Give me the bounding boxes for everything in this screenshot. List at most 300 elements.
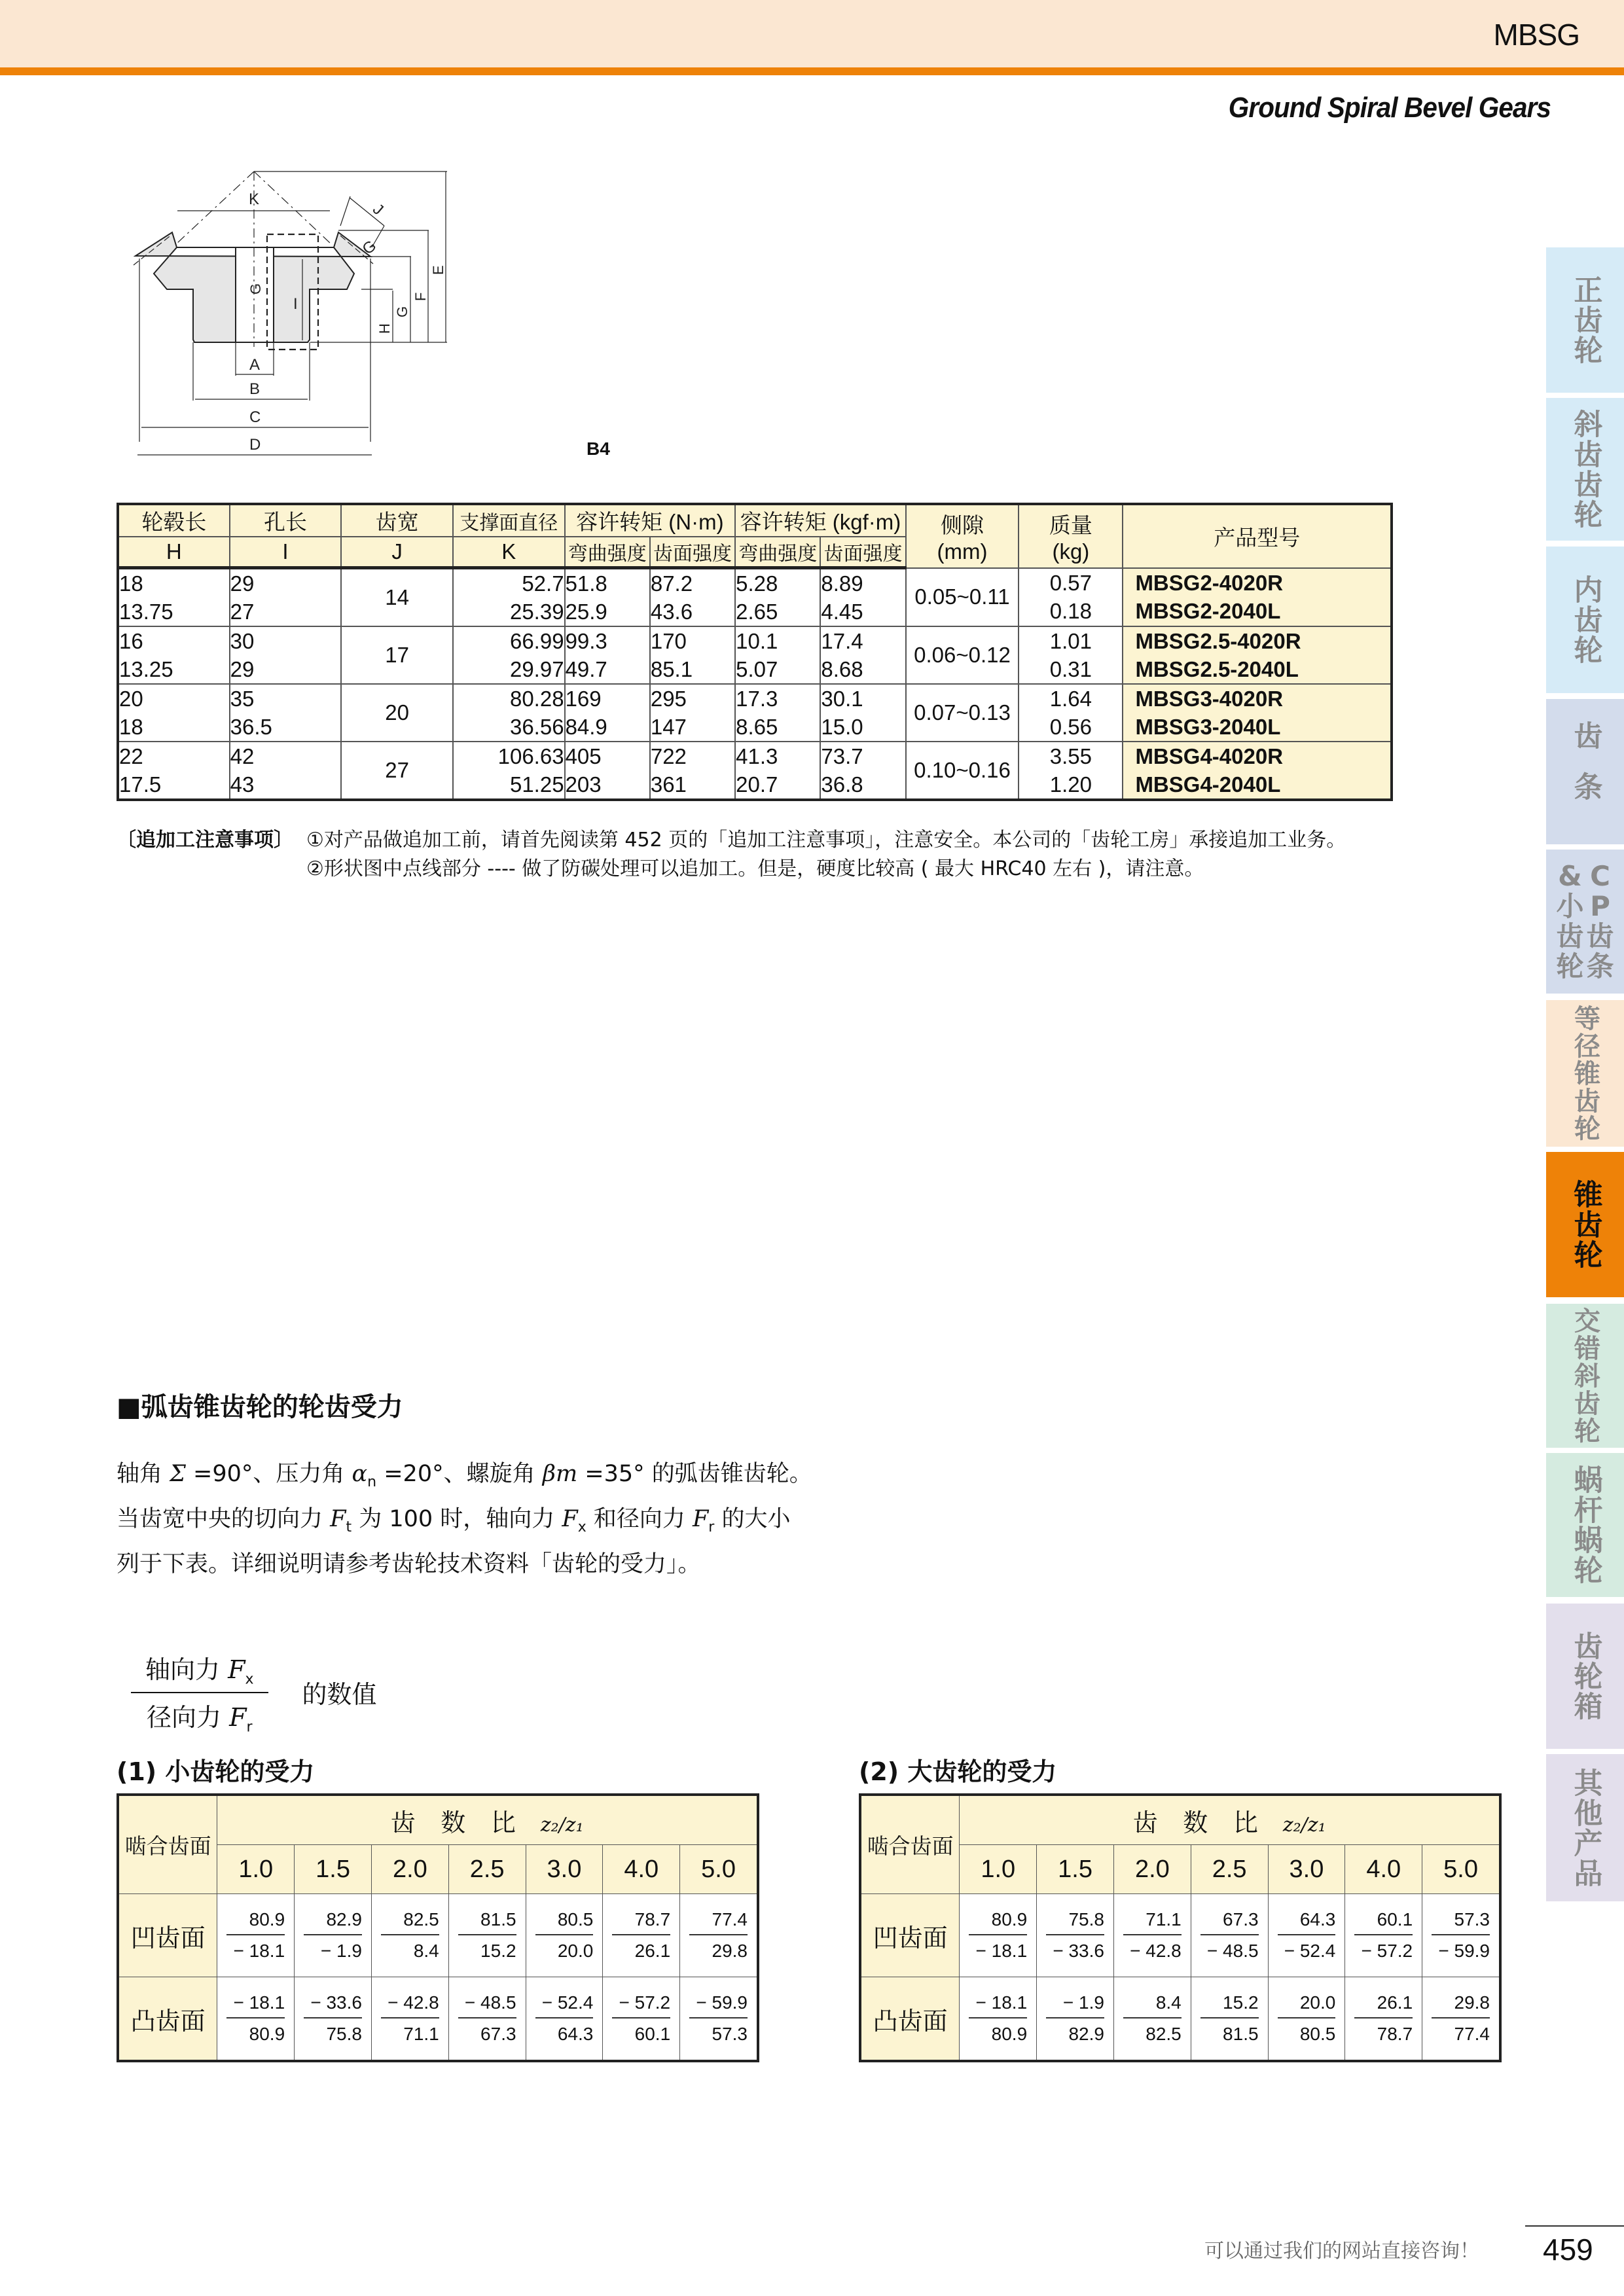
ratio-cell <box>1037 1977 1114 2062</box>
ratio-value: 2.0 <box>371 1845 448 1894</box>
svg-text:I: I <box>293 295 298 313</box>
concave-label: 凹齿面 <box>118 1894 217 1977</box>
axial-value: 67.3 <box>1200 1909 1259 1935</box>
col-support-dia: 支撑面直径 <box>453 504 565 537</box>
svg-text:F: F <box>412 292 429 301</box>
fr-symbol: F <box>692 1506 709 1532</box>
value: 0.31 <box>1049 657 1092 681</box>
svg-text:K: K <box>249 190 260 208</box>
axial-value: 29.8 <box>1432 1992 1490 2018</box>
col-face-width: 齿宽 <box>341 504 453 537</box>
axial-value: 57.3 <box>1432 1909 1490 1935</box>
mass-label: 质量 <box>1049 512 1092 537</box>
cell-H <box>118 626 230 684</box>
ratio-cell <box>526 1977 603 2062</box>
fraction-denominator <box>132 1693 267 1736</box>
radial-value: 80.5 <box>1299 2024 1336 2044</box>
axial-value: 78.7 <box>612 1909 670 1935</box>
value: 29 <box>230 657 255 681</box>
axial-value: − 59.9 <box>689 1992 748 2018</box>
col-hub-length: 轮毂长 <box>118 504 230 537</box>
value: 49.7 <box>565 657 607 681</box>
cell-nm_bend <box>565 568 650 627</box>
ratio-cell <box>1422 1977 1500 2062</box>
value: 16 <box>119 629 143 653</box>
radial-value: − 52.4 <box>1284 1941 1336 1961</box>
radial-value: − 18.1 <box>975 1941 1028 1961</box>
radial-value: 64.3 <box>557 2024 594 2044</box>
value: 5.07 <box>736 657 778 681</box>
ratio-cell <box>371 1977 448 2062</box>
axial-value: 60.1 <box>1354 1909 1413 1935</box>
cell-I <box>230 742 342 800</box>
sidebar-glyph: 齿 <box>1556 920 1584 952</box>
ratio-cell <box>1345 1977 1422 2062</box>
ratio-cell <box>1268 1894 1345 1977</box>
radial-value: − 1.9 <box>320 1941 362 1961</box>
ratio-value: 4.0 <box>603 1845 680 1894</box>
force-ratio-formula <box>131 1649 377 1735</box>
cell-kgf_bend <box>735 568 820 627</box>
svg-text:G: G <box>359 236 380 259</box>
svg-text:B: B <box>249 380 261 398</box>
sidebar-item-label: 蜗杆蜗轮 <box>1568 1465 1602 1585</box>
concave-row <box>860 1894 1500 1977</box>
sidebar-item-spur-gears[interactable] <box>1546 247 1624 393</box>
value: 2.65 <box>736 600 778 624</box>
axial-value: − 33.6 <box>304 1992 362 2018</box>
value: 51.25 <box>509 772 564 797</box>
cell-nm_bend <box>565 684 650 742</box>
backlash-label: 侧隙 <box>941 512 984 537</box>
value: 4.45 <box>821 600 863 624</box>
header-accent-rule <box>0 67 1624 75</box>
axial-value: 81.5 <box>458 1909 516 1935</box>
sidebar-item-label: 齿轮箱 <box>1568 1631 1602 1721</box>
ratio-cell <box>526 1894 603 1977</box>
pinion-force-table <box>117 1793 759 2062</box>
radial-value: 57.3 <box>712 2024 748 2044</box>
cell-backlash: 0.10~0.16 <box>906 742 1019 800</box>
subscript: r <box>708 1519 715 1535</box>
svg-text:G: G <box>394 306 410 317</box>
cell-nm_surf <box>650 742 735 800</box>
convex-label: 凸齿面 <box>118 1977 217 2062</box>
radial-value: − 48.5 <box>1206 1941 1259 1961</box>
sidebar-item-label <box>1555 861 1615 982</box>
radial-value: 67.3 <box>480 2024 516 2044</box>
svg-text:E: E <box>430 265 446 275</box>
value: 0.57 <box>1049 571 1092 596</box>
axial-value: 77.4 <box>689 1909 748 1935</box>
section-paragraph <box>117 1456 837 1583</box>
spec-row <box>118 626 1392 684</box>
radial-value: 80.9 <box>991 2024 1028 2044</box>
value: 13.25 <box>119 657 173 681</box>
radial-value: 71.1 <box>403 2024 439 2044</box>
text: 和径向力 <box>586 1506 693 1532</box>
mesh-face-header: 啮合齿面 <box>860 1795 960 1894</box>
text: 轴角 <box>117 1461 170 1487</box>
value: 52.7 <box>522 571 564 596</box>
sidebar-item-racks[interactable] <box>1546 699 1624 844</box>
alpha-symbol: α <box>352 1461 368 1487</box>
cell-backlash: 0.06~0.12 <box>906 626 1019 684</box>
value: 66.99 <box>509 629 564 653</box>
value: 8.68 <box>821 657 863 681</box>
subscript: x <box>577 1519 586 1535</box>
axial-value: − 18.1 <box>969 1992 1027 2018</box>
ratio-value: 1.5 <box>1037 1845 1114 1894</box>
value: 20.7 <box>736 772 778 797</box>
value: 361 <box>650 772 687 797</box>
cell-mass <box>1019 684 1123 742</box>
sidebar-item-label: 等径锥齿轮 <box>1570 1005 1600 1142</box>
spec-row <box>118 684 1392 742</box>
value: 8.65 <box>736 715 778 739</box>
ratio-value: 4.0 <box>1345 1845 1422 1894</box>
value: 20 <box>119 687 143 711</box>
ratio-value: 3.0 <box>1268 1845 1345 1894</box>
sidebar-item-worm-gears[interactable] <box>1546 1453 1624 1597</box>
value: MBSG2.5-4020R <box>1135 629 1301 653</box>
sidebar-item-screw-gears[interactable] <box>1546 1304 1624 1448</box>
value: 27 <box>230 600 255 624</box>
axial-value: − 1.9 <box>1046 1992 1104 2018</box>
value: MBSG3-2040L <box>1135 715 1281 739</box>
radial-value: 78.7 <box>1377 2024 1413 2044</box>
value: 43.6 <box>650 600 693 624</box>
value: 41.3 <box>736 744 778 768</box>
ratio-value: 3.0 <box>526 1845 603 1894</box>
svg-text:C: C <box>249 408 261 426</box>
axial-value: 64.3 <box>1278 1909 1336 1935</box>
axial-value: 71.1 <box>1123 1909 1182 1935</box>
fx-symbol: F <box>562 1506 578 1532</box>
radial-value: 82.5 <box>1146 2024 1182 2044</box>
cell-K <box>453 626 565 684</box>
ratio-cell <box>295 1977 372 2062</box>
value: 1.20 <box>1049 772 1092 797</box>
sidebar-item-label: 其他产品 <box>1568 1767 1602 1888</box>
sym-j: J <box>341 537 453 568</box>
value: 43 <box>230 772 255 797</box>
subscript: r <box>246 1719 253 1736</box>
section-title: ■弧齿锥齿轮的轮齿受力 <box>117 1392 403 1422</box>
text: 列于下表。详细说明请参考齿轮技术资料「齿轮的受力」。 <box>117 1551 701 1577</box>
radial-value: − 57.2 <box>1361 1941 1413 1961</box>
sidebar-item-miter-gears[interactable] <box>1546 1000 1624 1147</box>
concave-label: 凹齿面 <box>860 1894 960 1977</box>
col-model: 产品型号 <box>1123 504 1392 568</box>
header-row <box>860 1795 1500 1845</box>
value: MBSG2-2040L <box>1135 599 1281 624</box>
value: 22 <box>119 744 143 768</box>
value: 36.56 <box>509 715 564 739</box>
svg-text:G: G <box>247 283 264 295</box>
ratio-value: 5.0 <box>680 1845 758 1894</box>
axial-value: 82.5 <box>381 1909 439 1935</box>
cell-kgf_bend <box>735 742 820 800</box>
sidebar-item-bevel-gears[interactable] <box>1546 1152 1624 1297</box>
value: MBSG3-4020R <box>1135 687 1284 711</box>
bevel-gear-drawing <box>118 157 655 471</box>
ratio-cell <box>960 1977 1037 2062</box>
sym-i: I <box>230 537 342 568</box>
value: 0.18 <box>1049 599 1092 624</box>
col-mass <box>1019 504 1123 568</box>
col-nm-surface: 齿面强度 <box>650 537 735 568</box>
svg-text:H: H <box>376 323 393 334</box>
radial-value: − 42.8 <box>1130 1941 1182 1961</box>
value: 722 <box>650 744 687 768</box>
axial-value: 20.0 <box>1278 1992 1336 2018</box>
cell-H <box>118 568 230 627</box>
text: 的大小 <box>714 1506 791 1532</box>
value: MBSG4-2040L <box>1135 772 1281 797</box>
axial-value: 8.4 <box>1123 1992 1182 2018</box>
value: 169 <box>565 687 602 711</box>
col-kgf-bending: 弯曲强度 <box>735 537 820 568</box>
value: 36.5 <box>230 715 272 739</box>
value: MBSG2-4020R <box>1135 571 1284 596</box>
col-torque-kgf: 容许转矩 (kgf·m) <box>735 504 906 537</box>
text: =35° 的弧齿锥齿轮。 <box>577 1461 812 1487</box>
value: 85.1 <box>650 657 693 681</box>
sidebar-item-label: 正齿轮 <box>1568 275 1602 365</box>
sidebar-item-other-products[interactable] <box>1546 1754 1624 1901</box>
ratio-cell <box>295 1894 372 1977</box>
ratio-cell <box>1191 1977 1268 2062</box>
value: 1.01 <box>1049 629 1092 653</box>
sidebar-item-label: 交错斜齿轮 <box>1570 1307 1600 1444</box>
value: 25.39 <box>509 600 564 624</box>
value: 25.9 <box>565 600 607 624</box>
subscript: n <box>367 1474 377 1490</box>
sidebar-item-cp-racks-pinions[interactable] <box>1546 850 1624 994</box>
radial-value: 29.8 <box>712 1941 748 1961</box>
svg-text:D: D <box>249 436 261 454</box>
ratio-value: 1.0 <box>217 1845 295 1894</box>
radial-value: 77.4 <box>1454 2024 1490 2044</box>
cell-kgf_bend <box>735 626 820 684</box>
spec-row <box>118 742 1392 800</box>
ratio-value: 1.0 <box>960 1845 1037 1894</box>
backlash-unit: (mm) <box>937 539 988 564</box>
symbol: F <box>228 1655 245 1684</box>
ratio-value: 2.5 <box>1191 1845 1268 1894</box>
value: 3.55 <box>1049 744 1092 768</box>
ratio-cell <box>448 1894 526 1977</box>
cell-I <box>230 684 342 742</box>
sidebar-glyph: C <box>1590 860 1610 892</box>
cell-nm_bend <box>565 742 650 800</box>
cell-J: 17 <box>341 626 453 684</box>
sym-h: H <box>118 537 230 568</box>
cell-model <box>1123 684 1392 742</box>
value: 87.2 <box>650 571 693 596</box>
value: 30 <box>230 629 255 653</box>
cell-nm_surf <box>650 684 735 742</box>
convex-row <box>860 1977 1500 2062</box>
footer-rule <box>1525 2225 1624 2227</box>
value: 203 <box>565 772 602 797</box>
radial-value: − 59.9 <box>1438 1941 1490 1961</box>
ratio-cell <box>371 1894 448 1977</box>
axial-value: 80.9 <box>969 1909 1027 1935</box>
value: 8.89 <box>821 571 863 596</box>
axial-value: 15.2 <box>1200 1992 1259 2018</box>
col-nm-bending: 弯曲强度 <box>565 537 650 568</box>
ratio-cell <box>1037 1894 1114 1977</box>
value: 17.5 <box>119 772 162 797</box>
header-band <box>0 0 1624 67</box>
ratio-cell <box>680 1977 758 2062</box>
col-kgf-surface: 齿面强度 <box>820 537 905 568</box>
cell-I <box>230 626 342 684</box>
value: 84.9 <box>565 715 607 739</box>
gear-table-title: (2) 大齿轮的受力 <box>859 1757 1057 1786</box>
note-1: ①对产品做追加工前，请首先阅读第 452 页的「追加工注意事项」，注意安全。本公司的「齿轮工房」承接追加工业务。 <box>306 829 1346 852</box>
axial-value: − 18.1 <box>226 1992 285 2018</box>
radial-value: 26.1 <box>634 1941 671 1961</box>
cell-nm_surf <box>650 568 735 627</box>
cell-H <box>118 742 230 800</box>
cell-backlash: 0.05~0.11 <box>906 568 1019 627</box>
ratio-value: 2.5 <box>448 1845 526 1894</box>
cell-K <box>453 568 565 627</box>
ratio-symbol: z₂/z₁ <box>1282 1813 1326 1837</box>
subscript: t <box>346 1519 352 1535</box>
ratio-cell <box>1268 1977 1345 2062</box>
ratio-value: 1.5 <box>295 1845 372 1894</box>
cell-K <box>453 684 565 742</box>
value: 51.8 <box>565 571 607 596</box>
value: 36.8 <box>821 772 863 797</box>
value: 99.3 <box>565 629 607 653</box>
cell-model <box>1123 742 1392 800</box>
cell-backlash: 0.07~0.13 <box>906 684 1019 742</box>
sidebar-item-label: 斜齿齿轮 <box>1568 409 1602 529</box>
axial-value: − 57.2 <box>612 1992 670 2018</box>
value: MBSG2.5-2040L <box>1135 657 1299 681</box>
page-subtitle: Ground Spiral Bevel Gears <box>1228 92 1551 124</box>
value: 29 <box>230 571 255 596</box>
cell-kgf_surf <box>820 568 905 627</box>
col-backlash <box>906 504 1019 568</box>
value: 106.63 <box>497 744 564 768</box>
cell-J: 20 <box>341 684 453 742</box>
axial-value: − 42.8 <box>381 1992 439 2018</box>
axial-value: 80.5 <box>535 1909 594 1935</box>
text: =20°、螺旋角 <box>376 1461 543 1487</box>
radial-value: − 18.1 <box>233 1941 285 1961</box>
value: 18 <box>119 571 143 596</box>
value: MBSG4-4020R <box>1135 744 1284 768</box>
sidebar-glyph: 小 <box>1556 890 1584 922</box>
ratio-label: 齿 数 比 <box>1132 1809 1267 1837</box>
sidebar-item-label: 齿条 <box>1568 721 1602 823</box>
sidebar-item-internal-gears[interactable] <box>1546 547 1624 693</box>
concave-row <box>118 1894 758 1977</box>
sidebar-item-helical-gears[interactable] <box>1546 398 1624 541</box>
ratio-cell <box>1113 1977 1191 2062</box>
header-row <box>118 1795 758 1845</box>
drawing-label: B4 <box>586 439 610 459</box>
spec-table <box>117 503 1393 801</box>
fraction-numerator <box>131 1649 268 1693</box>
sym-k: K <box>453 537 565 568</box>
value: 30.1 <box>821 687 863 711</box>
value: 15.0 <box>821 715 863 739</box>
ratio-cell <box>217 1977 295 2062</box>
sigma-symbol: Σ <box>170 1461 186 1487</box>
radial-value: 82.9 <box>1068 2024 1104 2044</box>
symbol: F <box>229 1702 247 1732</box>
sidebar-glyph: P <box>1590 890 1610 922</box>
sidebar-item-gearboxes[interactable] <box>1546 1604 1624 1749</box>
svg-text:J: J <box>369 200 387 219</box>
svg-text:A: A <box>249 356 261 374</box>
ratio-value: 2.0 <box>1113 1845 1191 1894</box>
cell-kgf_surf <box>820 626 905 684</box>
series-code: MBSG <box>1493 18 1579 52</box>
cell-model <box>1123 568 1392 627</box>
text: 当齿宽中央的切向力 <box>117 1506 331 1532</box>
ratio-label: 齿 数 比 <box>390 1809 525 1837</box>
axial-value: − 48.5 <box>458 1992 516 2018</box>
axial-value: − 52.4 <box>535 1992 594 2018</box>
radial-value: 60.1 <box>634 2024 671 2044</box>
value: 10.1 <box>736 629 778 653</box>
sidebar-item-label: 内齿轮 <box>1568 575 1602 665</box>
radial-value: − 33.6 <box>1053 1941 1104 1961</box>
sidebar-glyph: & <box>1558 860 1582 892</box>
sidebar-glyph: 轮 <box>1556 950 1584 982</box>
cell-J: 27 <box>341 742 453 800</box>
cell-model <box>1123 626 1392 684</box>
convex-row <box>118 1977 758 2062</box>
value: 29.97 <box>509 657 564 681</box>
axial-value: 82.9 <box>304 1909 362 1935</box>
ratio-header <box>960 1795 1500 1845</box>
value: 42 <box>230 744 255 768</box>
radial-value: 81.5 <box>1223 2024 1259 2044</box>
axial-value: 80.9 <box>226 1909 285 1935</box>
value: 35 <box>230 687 255 711</box>
text: =90°、压力角 <box>185 1461 352 1487</box>
ratio-header <box>217 1795 758 1845</box>
value: 1.64 <box>1049 687 1092 711</box>
ratio-cell <box>1422 1894 1500 1977</box>
cell-kgf_bend <box>735 684 820 742</box>
value: 405 <box>565 744 602 768</box>
radial-value: 8.4 <box>413 1941 439 1961</box>
value: 80.28 <box>509 687 564 711</box>
cell-I <box>230 568 342 627</box>
col-torque-nm: 容许转矩 (N·m) <box>565 504 736 537</box>
value: 18 <box>119 715 143 739</box>
value: 170 <box>650 629 687 653</box>
notes-label: 〔追加工注意事项〕 <box>117 829 293 852</box>
ratio-value: 5.0 <box>1422 1845 1500 1894</box>
value: 0.56 <box>1049 715 1092 739</box>
pinion-table-title: (1) 小齿轮的受力 <box>117 1757 315 1786</box>
ft-symbol: F <box>330 1506 346 1532</box>
mesh-face-header: 啮合齿面 <box>118 1795 217 1894</box>
ratio-symbol: z₂/z₁ <box>540 1813 584 1837</box>
ratio-cell <box>217 1894 295 1977</box>
